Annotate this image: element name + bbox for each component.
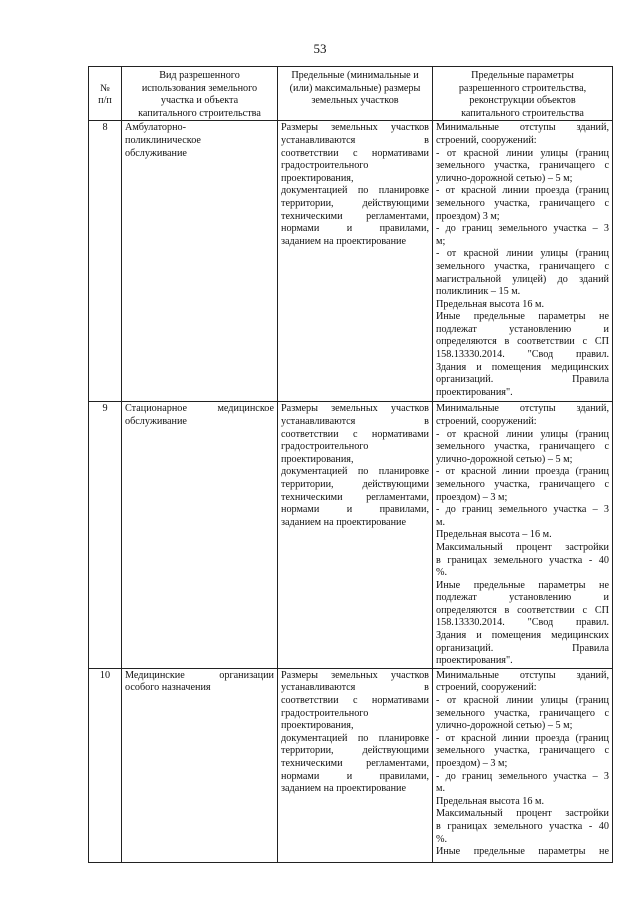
- use-type-cell: Медицинские организации особого назначения: [122, 668, 278, 862]
- header-params: Предельные параметры разрешенного строительства, реконструкции объектов капитального строительства: [433, 67, 613, 121]
- table-row: [89, 121, 613, 402]
- params-cell: Минимальные отступы зданий, строений, сооружений: - от красной линии улицы (границ земельного участка, граничащего с улично-дорожной сетью) – 5 м; - от красной линии проезда (границ земельного участка, граничащего с проездом) – 3 м; - до границ земельного участка – 3 м. Предельная высота – 16 м. Максимальный процент застройки в границах земельного участка - 40 %. Иные предельные параметры не подлежат установлению и определяются в соответствии с СП 158.13330.2014. "Свод правил. Здания и помещения медицинских организаций. Правила проектирования".: [433, 402, 613, 668]
- regulations-table: [88, 66, 613, 863]
- row-number: 9: [89, 402, 122, 668]
- row-number: 8: [89, 121, 122, 402]
- use-type-cell: Амбулаторно- поликлиническое обслуживание: [122, 121, 278, 402]
- row-number: 10: [89, 668, 122, 862]
- header-plot-size: Предельные (минимальные и (или) максимальные) размеры земельных участков: [278, 67, 433, 121]
- plot-size-cell: Размеры земельных участков устанавливаются в соответствии с нормативами градостроительного проектирования, документацией по планировке территории, действующими техническими регламентами, нормами и правилами, заданием на проектирование: [278, 402, 433, 668]
- table-header-row: [89, 67, 613, 121]
- use-type-cell: Стационарное медицинское обслуживание: [122, 402, 278, 668]
- params-cell: Минимальные отступы зданий, строений, сооружений: - от красной линии улицы (границ земельного участка, граничащего с улично-дорожной сетью) – 5 м; - от красной линии проезда (границ земельного участка, граничащего с проездом) – 3 м; - до границ земельного участка – 3 м. Предельная высота 16 м. Максимальный процент застройки в границах земельного участка - 40 %. Иные предельные параметры не: [433, 668, 613, 862]
- page-number: 53: [313, 41, 327, 56]
- plot-size-cell: Размеры земельных участков устанавливаются в соответствии с нормативами градостроительного проектирования, документацией по планировке территории, действующими техническими регламентами, нормами и правилами, заданием на проектирование: [278, 668, 433, 862]
- params-cell: Минимальные отступы зданий, строений, сооружений: - от красной линии улицы (границ земельного участка, граничащего с улично-дорожной сетью) – 5 м; - от красной линии проезда (границ земельного участка, граничащего с проездом) 3 м; - до границ земельного участка – 3 м; - от красной линии улицы (границ земельного участка, граничащего с магистральной улицей) до зданий поликлиник – 15 м. Предельная высота 16 м. Иные предельные параметры не подлежат установлению и определяются в соответствии с СП 158.13330.2014. "Свод правил. Здания и помещения медицинских организаций. Правила проектирования".: [433, 121, 613, 402]
- table-row: [89, 402, 613, 668]
- table-row: [89, 668, 613, 862]
- header-no: № п/п: [89, 67, 122, 121]
- plot-size-cell: Размеры земельных участков устанавливаются в соответствии с нормативами градостроительного проектирования, документацией по планировке территории, действующими техническими регламентами, нормами и правилами, заданием на проектирование: [278, 121, 433, 402]
- header-use-type: Вид разрешенного использования земельного участка и объекта капитального строительства: [122, 67, 278, 121]
